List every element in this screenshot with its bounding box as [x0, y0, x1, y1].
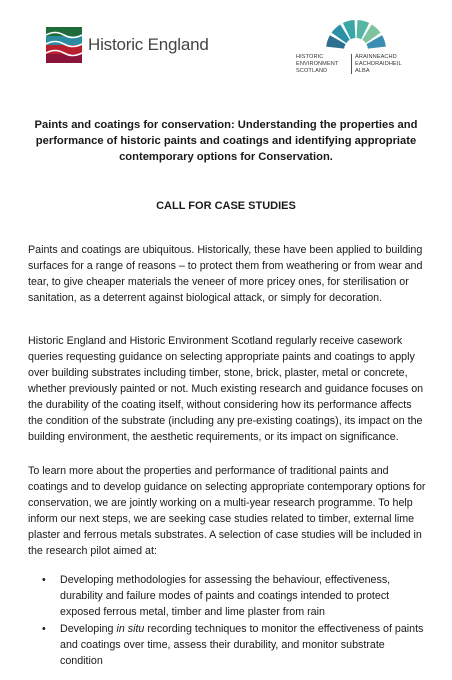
list-item-text: Developing — [60, 623, 117, 635]
list-item-italic: in situ — [116, 623, 145, 635]
list-item — [28, 621, 428, 669]
hes-english-name — [296, 54, 350, 74]
bullet-icon: • — [42, 623, 46, 635]
list-item-text-cont: recording techniques to monitor the effectiveness of paints and coatings over time, assess their durability, and monitor substrate condition — [60, 623, 424, 667]
paragraph-intro: Paints and coatings are ubiquitous. Historically, these have been applied to building surfaces for a range of reasons – to protect them from weathering or from wear and tear, to give cheaper materials the veneer of more pricey ones, for sterilisation or sanitation, as a deterrent against biological attack, or simply for decoration. — [28, 244, 423, 304]
list-item-text: Developing methodologies for assessing the behaviour, effectiveness, durability and failure modes of paints and coatings intended to protect exposed ferrous metal, timber and lime plaster from rain — [60, 574, 391, 618]
historic-environment-scotland-logo — [296, 18, 426, 78]
hes-gaelic-name — [355, 54, 425, 74]
list-item — [28, 572, 428, 620]
paragraph-research: To learn more about the properties and performance of traditional paints and coatings and to develop guidance on selecting appropriate contemporary options for conservation, we are jointly working on a multi-year research programme. To help inform our next steps, we are seeking case studies related to timber, external lime plaster and ferrous metals substrates. A selection of case studies will be included in the research pilot aimed at: — [28, 465, 426, 557]
hes-gaelic-line: ÀRAINNEACHD — [355, 54, 397, 60]
hes-english-line: ENVIRONMENT — [296, 60, 339, 67]
hes-divider — [351, 54, 352, 74]
hes-gaelic-line: ALBA — [355, 67, 370, 74]
research-aims-list — [28, 572, 428, 670]
hes-gaelic-line: EACHDRAIDHEIL — [355, 60, 402, 67]
historic-england-mark-icon — [46, 27, 82, 63]
historic-england-name: Historic England — [88, 35, 209, 54]
hes-english-line: HISTORIC — [296, 54, 324, 60]
section-heading: CALL FOR CASE STUDIES — [156, 200, 296, 212]
hes-fan-icon — [326, 18, 386, 50]
bullet-icon: • — [42, 574, 46, 586]
document-title: Paints and coatings for conservation: Understanding the properties and performance of historic paints and coatings and identifying appropriate contemporary options for Conservation. — [34, 119, 418, 163]
paragraph-casework: Historic England and Historic Environment Scotland regularly receive casework queries requesting guidance on selecting appropriate paints and coatings to apply over building substrates including timber, stone, brick, plaster, metal or concrete, whether previously painted or not. Much existing research and guidance focuses on the durability of the coating itself, without considering how its performance affects the condition of the substrate (including any pre-existing coatings), its impact on the building environment, the aesthetic requirements, or its impact on significance. — [28, 335, 424, 443]
document-header — [0, 0, 452, 90]
historic-england-logo — [46, 27, 209, 63]
hes-english-line: SCOTLAND — [296, 67, 328, 74]
